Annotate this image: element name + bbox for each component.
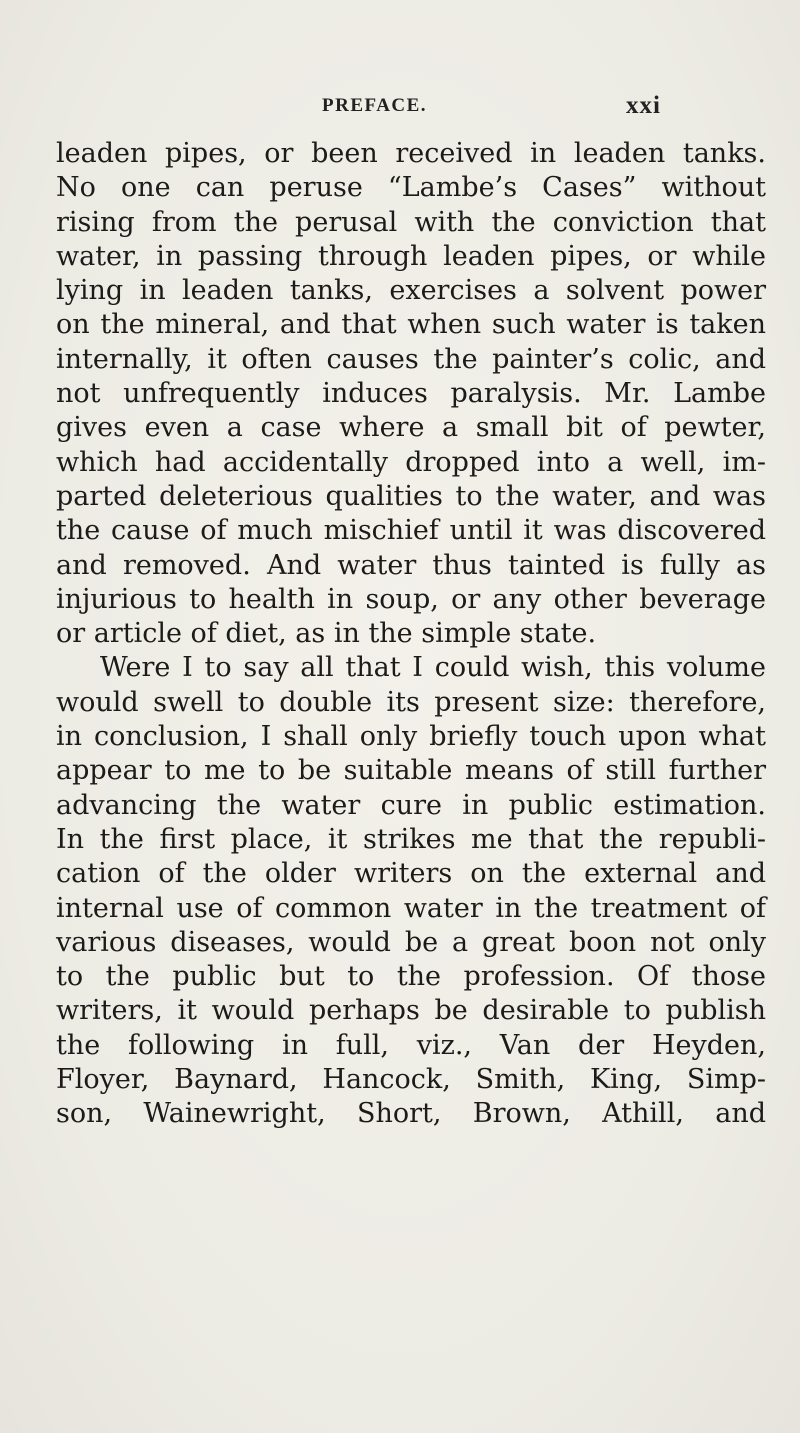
text-line: cation of the older writers on the external and [56, 858, 766, 890]
text-line: and removed. And water thus tainted is fully as [56, 549, 766, 581]
text-line: lying in leaden tanks, exercises a solvent power [56, 275, 766, 307]
text-line: gives even a case where a small bit of pewter, [56, 412, 766, 444]
text-line: son, Wainewright, Short, Brown, Athill, and [56, 1098, 766, 1130]
text-line: injurious to health in soup, or any other beverage [56, 583, 766, 615]
text-line: Floyer, Baynard, Hancock, Smith, King, Simp- [56, 1064, 766, 1096]
text-line: internally, it often causes the painter’s colic, and [56, 343, 766, 375]
text-line: to the public but to the profession. Of those [56, 961, 766, 993]
text-line: water, in passing through leaden pipes, or while [56, 240, 766, 272]
text-line: would swell to double its present size: therefore, [56, 686, 766, 718]
running-head: PREFACE. [322, 95, 428, 116]
text-line: or article of diet, as in the simple state. [56, 618, 597, 650]
text-line: various diseases, would be a great boon not only [56, 926, 766, 958]
text-line: rising from the perusal with the conviction that [56, 206, 766, 238]
text-line: the following in full, viz., Van der Heyden, [56, 1029, 766, 1061]
text-line: writers, it would perhaps be desirable to publish [56, 995, 766, 1027]
page-header [0, 92, 800, 125]
text-line: In the first place, it strikes me that the republi- [56, 823, 766, 855]
body-text [56, 137, 766, 1132]
text-line: internal use of common water in the treatment of [56, 892, 766, 924]
text-line: the cause of much mischief until it was discovered [56, 515, 766, 547]
text-line: appear to me to be suitable means of still further [56, 755, 766, 787]
text-line: on the mineral, and that when such water is taken [56, 309, 766, 341]
text-line: in conclusion, I shall only briefly touch upon what [56, 721, 766, 753]
page-number: xxi [626, 92, 661, 119]
text-line: parted deleterious qualities to the water, and was [56, 480, 766, 512]
text-line: advancing the water cure in public estimation. [56, 789, 766, 821]
text-line: not unfrequently induces paralysis. Mr. Lambe [56, 378, 766, 410]
text-line: leaden pipes, or been received in leaden tanks. [56, 138, 766, 169]
text-line: which had accidentally dropped into a well, im- [56, 446, 766, 478]
text-line: Were I to say all that I could wish, this volume [100, 652, 766, 684]
text-line: No one can peruse “Lambe’s Cases” without [56, 172, 766, 204]
